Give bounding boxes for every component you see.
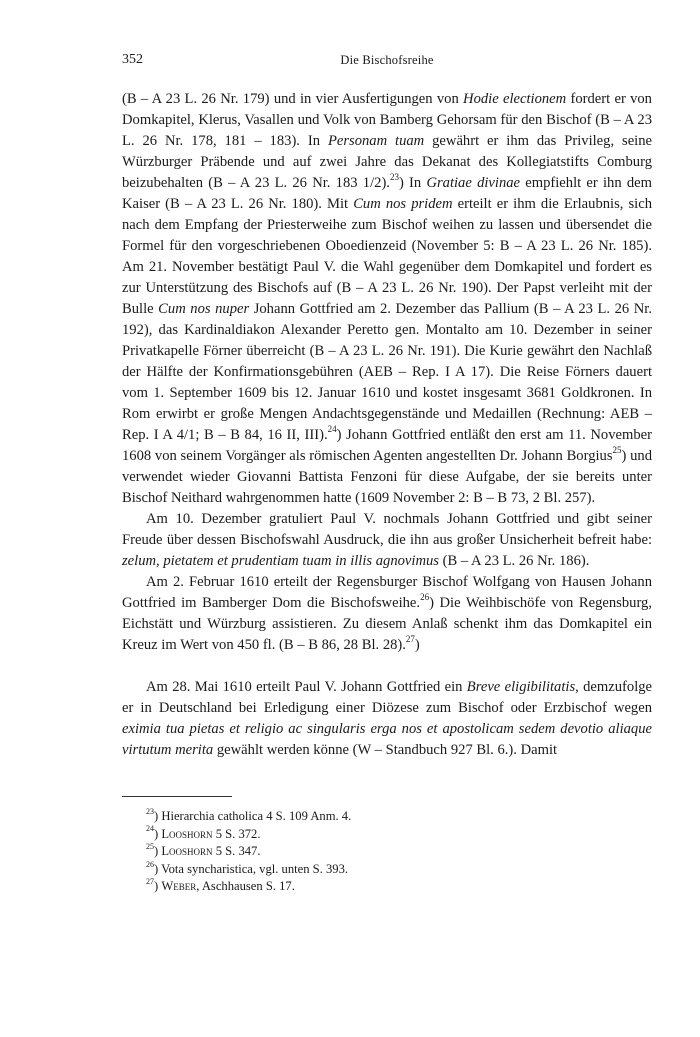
author-name: Looshorn bbox=[161, 844, 213, 859]
italic-latin-phrase: Cum nos pridem bbox=[353, 196, 453, 212]
body-text bbox=[122, 89, 652, 761]
paragraph bbox=[122, 509, 652, 572]
text-run: (B – A 23 L. 26 Nr. 179) und in vier Ausfertigungen von bbox=[122, 91, 464, 107]
footnote-reference: 25 bbox=[612, 445, 622, 456]
footnote-number: $^{25}$) bbox=[146, 842, 162, 859]
text-run: fordert er von Domkapitel, Klerus, Vasallen und Volk von Bamberg Gehorsam für den Bischof (B – A 23 L. 26 Nr. 178, 181 – 183). In bbox=[122, 91, 652, 149]
footnote bbox=[146, 826, 652, 844]
text-run: gewählt werden könne (W – Standbuch 927 Bl. 6.). Damit bbox=[213, 742, 558, 758]
paragraph bbox=[122, 572, 652, 656]
footnote-number-value: 23 bbox=[146, 806, 154, 816]
page-header bbox=[122, 52, 652, 72]
text-run: empfiehlt er ihn dem Kaiser (B – A 23 L. 26 Nr. 180). Mit bbox=[122, 175, 652, 212]
text-run: gewährt er ihm das Privileg, seine Würzburger Präbende und auf zwei Jahre das Dekanat des Kollegiatstifts Comburg beizubehalten (B – A 23 L. 26 Nr. 183 1/2). bbox=[122, 133, 652, 191]
footnote-number: $^{27}$) bbox=[146, 877, 162, 894]
footnote bbox=[146, 861, 652, 879]
italic-latin-phrase: Gratiae divinae bbox=[426, 175, 521, 191]
italic-latin-phrase: Personam tuam bbox=[327, 133, 425, 149]
italic-latin-phrase: Breve eligibilitatis bbox=[466, 679, 576, 695]
footnote-number: $^{24}$) bbox=[146, 824, 162, 841]
author-name: Looshorn bbox=[161, 826, 213, 841]
footnote-reference: 26 bbox=[420, 592, 430, 603]
footnote bbox=[146, 843, 652, 861]
text-run: 5 S. 372. bbox=[212, 826, 261, 841]
footnote-reference: 23 bbox=[389, 172, 399, 183]
footnote bbox=[146, 878, 652, 896]
footnote-number-value: 25 bbox=[146, 842, 154, 851]
text-run: ) und verwendet wieder Giovanni Battista Fenzoni für diese Aufgabe, der sie bereits unter Bischof Neithard wahrgenommen hatte (1609 November 2: B – B 73, 2 Bl. 257). bbox=[122, 448, 653, 506]
footnote-number: $^{23}$) bbox=[146, 806, 162, 823]
paragraph bbox=[122, 89, 652, 509]
footnote-reference: 24 bbox=[327, 424, 337, 435]
text-run: Am 28. Mai 1610 erteilt Paul V. Johann Gottfried ein bbox=[146, 679, 467, 695]
text-run: Hierarchia catholica 4 S. 109 Anm. 4. bbox=[161, 809, 352, 823]
text-run: Vota syncharistica, vgl. unten S. 393. bbox=[161, 861, 349, 876]
footnote-number: $^{26}$) bbox=[146, 859, 162, 876]
text-run: Am 2. Februar 1610 erteilt der Regensburger Bischof Wolfgang von Hausen Johann Gottfried im Bamberger Dom die Bischofsweihe. bbox=[122, 574, 652, 611]
footnote-number-value: 26 bbox=[146, 859, 154, 869]
italic-latin-phrase: zelum, pietatem et prudentiam tuam in illis agnovimus bbox=[122, 553, 439, 569]
text-run: , Aschhausen S. 17. bbox=[196, 879, 295, 894]
running-title: Die Bischofsreihe bbox=[340, 53, 434, 67]
footnote-number-value: 27 bbox=[146, 877, 154, 887]
footnote-number-value: 24 bbox=[146, 824, 154, 834]
footnote-divider bbox=[122, 796, 232, 797]
text-run: erteilt er ihm die Erlaubnis, sich nach dem Empfang der Priesterweihe zum Bischof weihen zu lassen und übersendet die Formel für den vorgeschriebenen Oboedienzeid (November 5: B – A 23 L. 26 Nr. 185). Am 21. November bestätigt Paul V. die Wahl gegenüber dem Domkapitel und fordert es zur Unterstützung des Bischofs auf (B – A 23 L. 26 Nr. 190). Der Papst verleiht mit der Bulle bbox=[122, 196, 653, 317]
paragraph bbox=[122, 677, 652, 761]
footnote bbox=[146, 808, 652, 826]
page-number: 352 bbox=[122, 52, 143, 67]
italic-latin-phrase: eximia tua pietas et religio ac singularis erga nos et apostolicam sedem devotio aliaque virtutum merita bbox=[122, 721, 652, 758]
text-run: ) Johann Gottfried entläßt den erst am 11. November 1608 von seinem Vorgänger als römischen Agenten angestellten Dr. Johann Borgius bbox=[122, 427, 652, 464]
italic-latin-phrase: Hodie electionem bbox=[463, 91, 567, 107]
text-run: (B – A 23 L. 26 Nr. 186). bbox=[438, 553, 590, 569]
footnotes bbox=[146, 808, 652, 896]
footnote-reference: 27 bbox=[405, 634, 415, 645]
text-run: ) bbox=[414, 637, 420, 653]
text-run: ) Die Weihbischöfe von Regensburg, Eichstätt und Würzburg assistieren. Zu diesem Anlaß schenkt ihm das Domkapitel ein Kreuz im Wert von 450 fl. (B – B 86, 28 Bl. 28). bbox=[122, 595, 652, 653]
text-run: 5 S. 347. bbox=[212, 844, 261, 859]
text-run: , demzufolge er in Deutschland bei Erledigung einer Diözese zum Bischof oder Erzbischof wegen bbox=[122, 679, 653, 716]
author-name: Weber bbox=[161, 879, 197, 894]
italic-latin-phrase: Cum nos nuper bbox=[158, 301, 250, 317]
text-run: Am 10. Dezember gratuliert Paul V. nochmals Johann Gottfried und gibt seiner Freude über dessen Bischofswahl Ausdruck, die ihn aus großer Unsicherheit befreit habe: bbox=[122, 511, 652, 548]
text-run: Johann Gottfried am 2. Dezember das Pallium (B – A 23 L. 26 Nr. 192), das Kardinaldiakon Alexander Peretto gen. Montalto am 10. Dezember in seiner Privatkapelle Förner überreicht (B – A 23 L. 26 Nr. 191). Die Kurie gewährt den Nachlaß der Hälfte der Konfirmationsgebühren (AEB – Rep. I A 17). Die Reise Förners dauert vom 1. September 1609 bis 12. Januar 1610 und kostet insgesamt 3681 Goldkronen. In Rom erwirbt er große Mengen Andachtsgegenstände und Medaillen (Rechnung: AEB – Rep. I A 4/1; B – B 84, 16 II, III). bbox=[122, 301, 652, 443]
text-run: ) In bbox=[398, 175, 427, 191]
